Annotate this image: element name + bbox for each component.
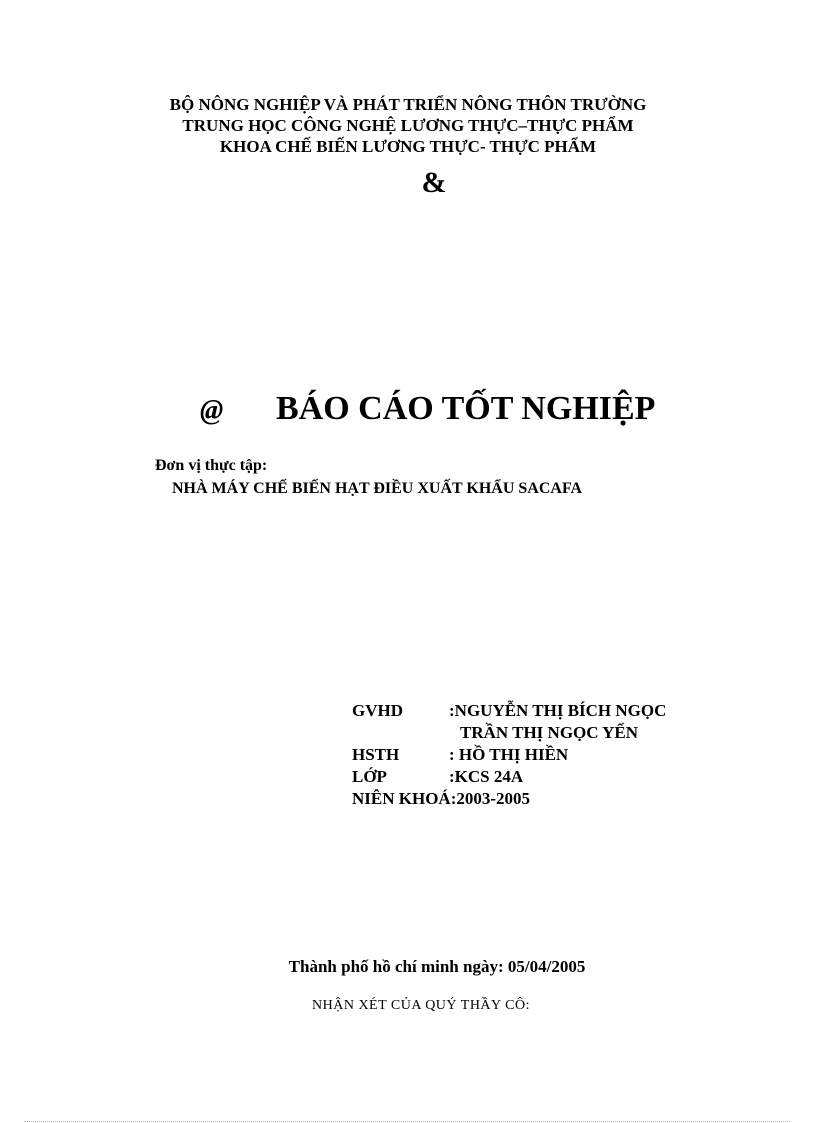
- gvhd-value-2: TRẦN THỊ NGỌC YẾN: [460, 723, 639, 742]
- date-line: Thành phố hồ chí minh ngày: 05/04/2005: [288, 957, 586, 976]
- lop-value: :KCS 24A: [449, 767, 524, 786]
- header-line-1: BỘ NÔNG NGHIỆP VÀ PHÁT TRIỂN NÔNG THÔN TRƯỜNG: [169, 95, 647, 114]
- page-bottom-divider: [24, 1121, 790, 1122]
- internship-unit-value: NHÀ MÁY CHẾ BIẾN HẠT ĐIỀU XUẤT KHẨU SACAFA: [172, 480, 583, 497]
- ampersand-symbol: &: [421, 166, 447, 199]
- header-line-2: TRUNG HỌC CÔNG NGHỆ LƯƠNG THỰC–THỰC PHẨM: [182, 116, 634, 135]
- lop-label: LỚP: [352, 767, 387, 786]
- institution-header: [0, 94, 816, 157]
- gvhd-label: GVHD: [352, 701, 403, 720]
- teacher-comment-heading: NHẬN XÉT CỦA QUÝ THẦY CÔ:: [312, 998, 530, 1013]
- gvhd-value-1: :NGUYỄN THỊ BÍCH NGỌC: [449, 701, 667, 720]
- header-line-3: KHOA CHẾ BIẾN LƯƠNG THỰC- THỰC PHẨM: [219, 137, 597, 156]
- nienkhoa-text: NIÊN KHOÁ:2003-2005: [352, 789, 531, 808]
- report-title: [200, 390, 655, 428]
- at-symbol: @: [200, 395, 224, 426]
- report-title-text: BÁO CÁO TỐT NGHIỆP: [276, 390, 656, 427]
- hsth-value: : HỒ THỊ HIỀN: [449, 745, 569, 764]
- internship-unit-label: Đơn vị thực tập:: [155, 457, 268, 474]
- hsth-label: HSTH: [352, 745, 400, 764]
